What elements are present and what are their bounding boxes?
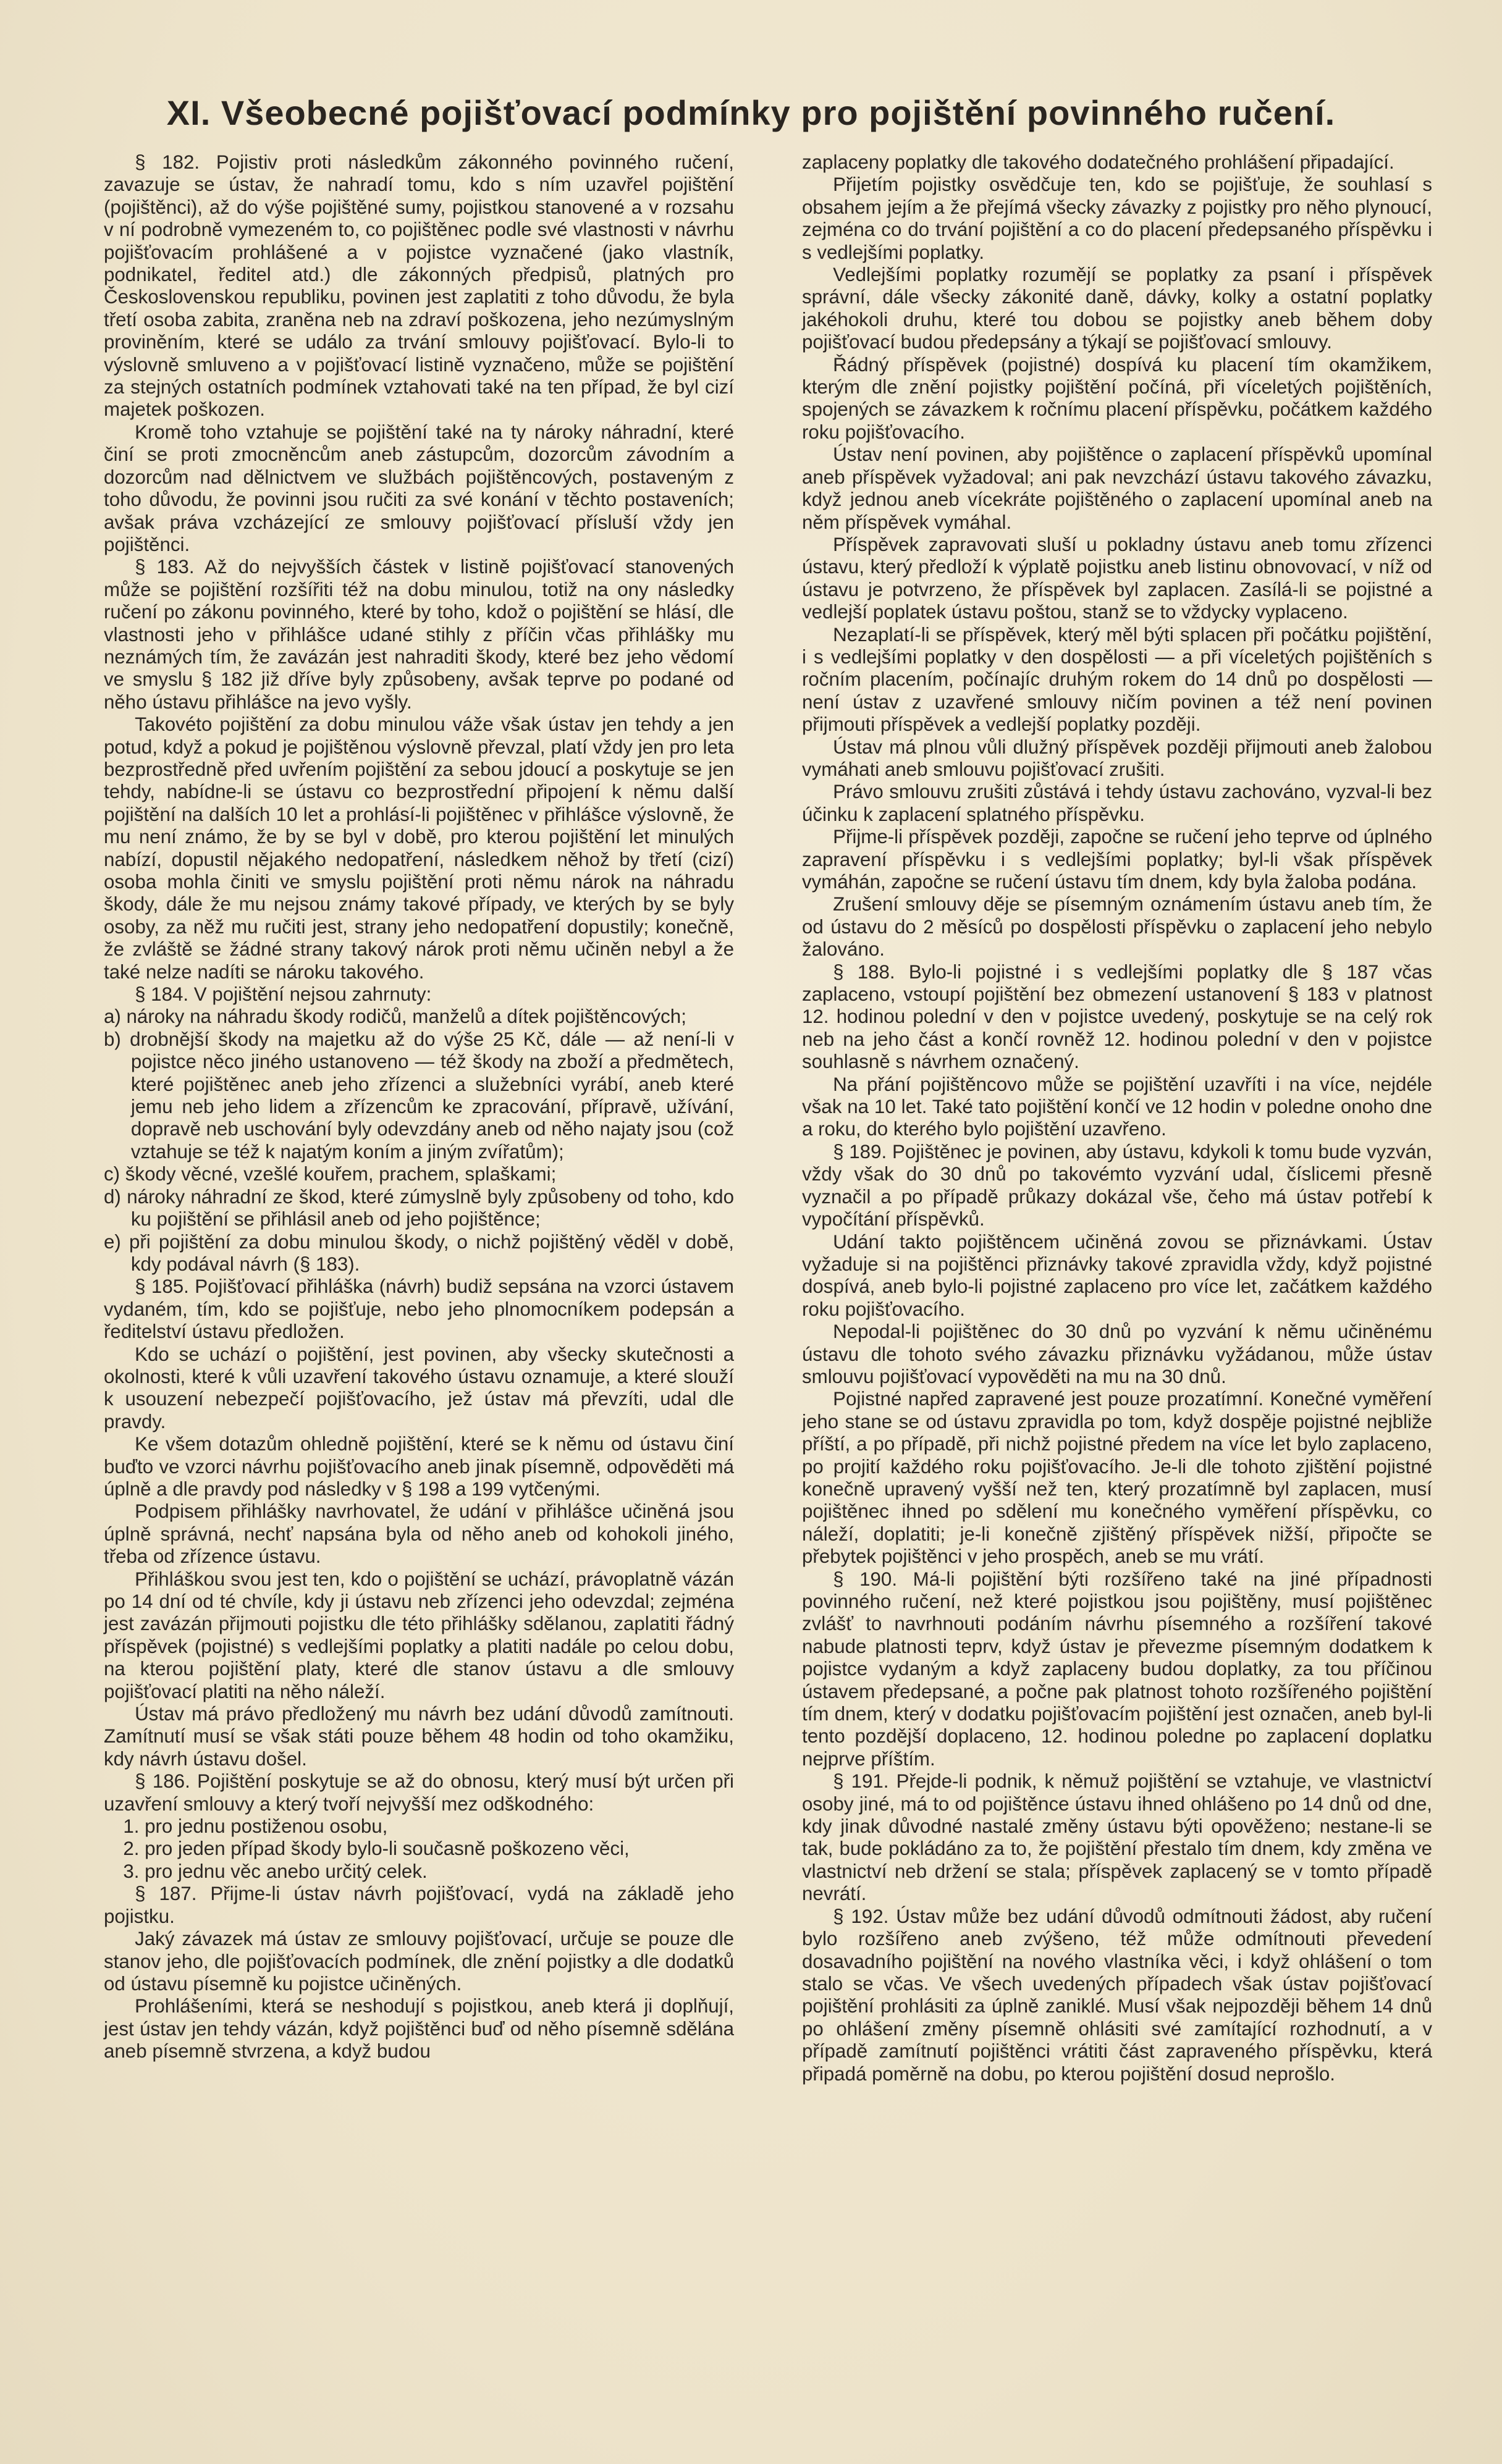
paragraph: Nezaplatí-li se příspěvek, který měl býti splacen při počátku pojištění, i s vedlejšími poplatky v den dospělosti — a při víceletých pojištěních s ročním placením, počínajíc druhým rokem do 14 dnů po dospělosti — není ústav z uzavřené smlouvy ničím povinen a též není povinen přijmouti příspěvek a vedlejší poplatky později. <box>802 623 1432 736</box>
paragraph: § 183. Až do nejvyšších částek v listině pojišťovací stanovených může se pojištění rozšířiti též na dobu minulou, totiž na ony následky ručení po zákonu povinného, které by toho, kdož o pojištění se hlásí, dle vlastnosti jeho v přihlášce udané stihly z příčin včas přihlášky mu neznámých tím, že zavázán jest nahraditi škody, které bez jeho vědomí ve smyslu § 182 již dříve byly způsobeny, avšak teprve po podané od něho ústavu přihlášce na jevo vyšly. <box>104 556 734 713</box>
paragraph: § 187. Přijme-li ústav návrh pojišťovací, vydá na základě jeho pojistku. <box>104 1883 734 1927</box>
list-item: c) škody věcné, vzešlé kouřem, prachem, splaškami; <box>104 1163 557 1185</box>
numbered-item: 3. pro jednu věc anebo určitý celek. <box>123 1860 428 1882</box>
paragraph: zaplaceny poplatky dle takového dodatečného prohlášení připadající. <box>802 151 1394 173</box>
left-column <box>104 151 734 2063</box>
paragraph: Udání takto pojištěncem učiněná zovou se přiznávkami. Ústav vyžaduje si na pojištěnci přiznávky takové zpravidla vždy, když pojistné dospívá, aneb bylo-li pojistné zaplaceno pro více let, začátkem každého roku pojišťovacího. <box>802 1230 1432 1320</box>
paragraph: Řádný příspěvek (pojistné) dospívá ku placení tím okamžikem, kterým dle znění pojistky pojištění počíná, při víceletých pojištěních, spojených se závazkem k ročnímu placení příspěvku, počátkem každého roku pojišťovacího. <box>802 353 1432 443</box>
paragraph: § 182. Pojistiv proti následkům zákonného povinného ručení, zavazuje se ústav, že nahradí tomu, kdo s ním uzavřel pojištění (pojištěnci), až do výše pojištěné sumy, pojistkou stanovené a v rozsahu v ní podrobně vymezeném to, co pojištěnec podle své vlastnosti v návrhu pojišťovacím prohlášené a v pojistce vyznačené (jako vlastník, podnikatel, ředitel atd.) dle zákonných předpisů, platných pro Československou republiku, povinen jest zaplatiti z toho důvodu, že byla třetí osoba zabita, zraněna neb na zdraví poškozena, jeho nezúmyslným proviněním, které se událo za trvání smlouvy pojišťovací. Bylo-li to výslovně smluveno a v pojišťovací listině vyznačeno, může se pojištění za stejných ostatních podmínek vztahovati také na ten případ, že byl cizí majetek poškozen. <box>104 151 734 421</box>
page-title: XI. Všeobecné pojišťovací podmínky pro pojištění povinného ručení. <box>166 93 1336 132</box>
paragraph: Právo smlouvu zrušiti zůstává i tehdy ústavu zachováno, vyzval-li bez účinku k zaplacení splatného příspěvku. <box>802 781 1432 825</box>
paragraph: Vedlejšími poplatky rozumějí se poplatky za psaní i příspěvek správní, dále všecky zákonité daně, dávky, kolky a ostatní poplatky jakéhokoli druhu, které tou dobou se pojistky aneb během doby pojišťovací budou předepsány a týkají se pojišťovací smlouvy. <box>802 264 1432 353</box>
paragraph: Přijme-li příspěvek později, započne se ručení jeho teprve od úplného zapravení příspěvku i s vedlejšími poplatky; byl-li však příspěvek vymáhán, započne se ručení ústavu tím dnem, kdy byla žaloba podána. <box>802 826 1432 893</box>
paragraph: Na přání pojištěncovo může se pojištění uzavříti i na více, nejdéle však na 10 let. Také tato pojištění končí ve 12 hodin v poledne onoho dne a roku, do kterého bylo pojištění uzavřeno. <box>802 1073 1432 1140</box>
numbered-item: 2. pro jeden případ škody bylo-li současně poškozeno věci, <box>123 1838 630 1860</box>
paragraph: § 189. Pojištěnec je povinen, aby ústavu, kdykoli k tomu bude vyzván, vždy však do 30 dnů po takovémto vyzvání udal, číslicemi přesně vyznačil a po případě průkazy dokázal vše, čeho má ústav potřebí k vypočítání příspěvků. <box>802 1140 1432 1230</box>
paragraph: Kdo se uchází o pojištění, jest povinen, aby všecky skutečnosti a okolnosti, které k vůli uzavření takového ústavu oznamuje, a které slouží k usouzení nebezpečí pojišťovacího, jež ústav má převzíti, udal dle pravdy. <box>104 1343 734 1432</box>
paragraph: Příspěvek zapravovati sluší u pokladny ústavu aneb tomu zřízenci ústavu, který předloží k výplatě pojistku aneb listinu obnovovací, v níž od ústavu je potvrzeno, že příspěvek byl zaplacen. Zasílá-li se pojistné a vedlejší poplatek ústavu poštou, stanž se to vždycky vyplaceno. <box>802 533 1432 623</box>
paragraph: Jaký závazek má ústav ze smlouvy pojišťovací, určuje se pouze dle stanov jeho, dle pojišťovacích podmínek, dle znění pojistky a dle dodatků od ústavu písemně ku pojistce učiněných. <box>104 1928 734 1995</box>
paragraph: Podpisem přihlášky navrhovatel, že udání v přihlášce učiněná jsou úplně správná, nechť napsána byla od něho aneb od kohokoli jiného, třeba od zřízence ústavu. <box>104 1500 734 1568</box>
list-item: d) nároky náhradní ze škod, které zúmyslně byly způsobeny od toho, kdo ku pojištění se přihlásil aneb od jeho pojištěnce; <box>104 1185 734 1230</box>
paragraph: § 184. V pojištění nejsou zahrnuty: <box>135 983 432 1006</box>
paragraph: § 190. Má-li pojištění býti rozšířeno také na jiné případnosti povinného ručení, než které pojistkou jsou pojištěny, musí pojištěnec zvlášť to navrhnouti podáním návrhu písemného a rozšíření takové nabude platnosti teprv, když ústav je převezme písemným dodatkem k pojistce vydaným a když zaplaceny budou doplatky, za tou příčinou ústavem předepsané, a počne pak platnost tohoto rozšířeného pojištění tím dnem, který v dodatku pojišťovacím pojištění jest označen, aneb byl-li tento pozdější doplaceno, 12. hodinou poledne po zaplacení doplatku nejprve příštím. <box>802 1568 1432 1770</box>
paragraph: Prohlášeními, která se neshodují s pojistkou, aneb která ji doplňují, jest ústav jen tehdy vázán, když pojištěnci buď od něho písemně sdělána aneb písemně stvrzena, a když budou <box>104 1995 734 2062</box>
list-item: e) při pojištění za dobu minulou škody, o nichž pojištěný věděl v době, kdy podával návrh (§ 183). <box>104 1230 734 1275</box>
paragraph: Takovéto pojištění za dobu minulou váže však ústav jen tehdy a jen potud, když a pokud je pojištěnou výslovně převzal, platí vždy jen pro leta bezprostředně před uvřením pojištění za sebou jdoucí a poskytuje se jen tehdy, nabídne-li se ústavu co bezprostřední připojení k němu další pojištění na dalších 10 let a prohlásí-li pojištěnec v přihlášce výslovně, že mu není známo, že by se byl v době, pro kterou pojištění let minulých nabízí, dopustil nějakého nedopatření, následkem něhož by třetí (cizí) osoba mohla činiti ve smyslu pojištění proti němu nárok na náhradu škody, dále že mu nejsou známy takové případy, ve kterých by se byly osoby, za něž mu ručiti jest, strany jeho nedopatření dopustily; konečně, že zvláště se žádné strany takový nárok proti němu učiněn nebyl a že také nelze nadíti se nároku takového. <box>104 713 734 983</box>
paragraph: Nepodal-li pojištěnec do 30 dnů po vyzvání k němu učiněnému ústavu dle tohoto svého závazku přiznávku vyžádanou, může ústav smlouvu pojišťovací vypověděti na mu na 30 dnů. <box>802 1321 1432 1387</box>
paragraph: Ústav má právo předložený mu návrh bez udání důvodů zamítnouti. Zamítnutí musí se však státi pouze během 48 hodin od toho okamžiku, kdy návrh ústavu došel. <box>104 1703 734 1770</box>
list-item: a) nároky na náhradu škody rodičů, manželů a dítek pojištěncových; <box>104 1006 686 1028</box>
paragraph: Zrušení smlouvy děje se písemným oznámením ústavu aneb tím, že od ústavu do 2 měsíců po dospělosti příspěvku o zaplacení jeho nebylo žalováno. <box>802 893 1432 961</box>
right-column <box>802 151 1432 2085</box>
paragraph: Přihláškou svou jest ten, kdo o pojištění se uchází, právoplatně vázán po 14 dní od té chvíle, kdy ji ústavu neb zřízenci jeho odevzdal; zejména jest zavázán přijmouti pojistku dle této přihlášky sdělanou, zaplatiti řádný příspěvek (pojistné) s vedlejšími poplatky a platiti nadále po celou dobu, na kterou pojištění platy, které dle stanov ústavu a dle smlouvy pojišťovací platiti na něho náleží. <box>104 1568 734 1702</box>
paragraph: Pojistné napřed zapravené jest pouze prozatímní. Konečné vyměření jeho stane se od ústavu zpravidla po tom, když dospěje pojistné nejbliže příští, a po případě, při nichž pojistné předem na více let bylo zaplaceno, po projití každého roku pojišťovacího. Je-li dle tohoto zjištění pojistné konečně upravený vyšší než ten, který prozatímně byl zaplacen, musí pojištěnec ihned po sdělení mu konečného vyměření příspěvku, co náleží, doplatiti; je-li konečně zjištěný příspěvek nižší, připočte se přebytek pojištěnci v jeho prospěch, aneb se mu vrátí. <box>802 1388 1432 1568</box>
paragraph: Ústav není povinen, aby pojištěnce o zaplacení příspěvků upomínal aneb příspěvek vyžadoval; ani pak nevzchází ústavu takového závazku, když jednou aneb vícekráte pojištěného o zaplacení upomínal aneb na něm příspěvek vymáhal. <box>802 444 1432 533</box>
paragraph: Přijetím pojistky osvědčuje ten, kdo se pojišťuje, že souhlasí s obsahem jejím a že přejímá všecky závazky z pojistky pro něho plynoucí, zejména co do trvání pojištění a co do placení předepsaného příspěvku i s vedlejšími poplatky. <box>802 174 1432 263</box>
list-item: b) drobnější škody na majetku až do výše 25 Kč, dále — až není-li v pojistce něco jiného ustanoveno — též škody na zboží a předmětech, které pojištěnec aneb jeho zřízenci a služebníci vyrábí, aneb které jemu neb jeho lidem a zřízencům ke zpracování, přípravě, užívání, dopravě neb uschování byly odevzdány aneb od něho najaty jsou (což vztahuje se též k najatým koním a jiným zvířatům); <box>104 1028 734 1163</box>
numbered-item: 1. pro jednu postiženou osobu, <box>123 1815 388 1838</box>
paragraph: § 188. Bylo-li pojistné i s vedlejšími poplatky dle § 187 včas zaplaceno, vstoupí pojištění bez obmezení ustanovení § 183 v platnost 12. hodinou polední v den v pojistce uvedený, poskytuje se na celý rok neb na jeho část a končí rovněž 12. hodinou polední v den v pojistce souhlasně s návrhem označený. <box>802 961 1432 1073</box>
bleed-through-text <box>321 33 1186 42</box>
paragraph: § 185. Pojišťovací přihláška (návrh) budiž sepsána na vzorci ústavem vydaném, tím, kdo se pojišťuje, nebo jeho plnomocníkem podepsán a ředitelství ústavu předložen. <box>104 1276 734 1343</box>
paragraph: § 191. Přejde-li podnik, k němuž pojištění se vztahuje, ve vlastnictví osoby jiné, má to od pojištěnce ústavu ihned ohlášeno po 14 dnů od dne, kdy jinak důvodné nastalé změny ústavu býti opověženo; nestane-li se tak, bude pokládáno za to, že pojištění přestalo tím dnem, kdy změna ve vlastnictví neb držení se stala; příspěvek zaplacený se v tomto případě nevrátí. <box>802 1770 1432 1905</box>
paragraph: Ústav má plnou vůli dlužný příspěvek později přijmouti aneb žalobou vymáhati aneb smlouvu pojišťovací zrušiti. <box>802 736 1432 780</box>
paragraph: Ke všem dotazům ohledně pojištění, které se k němu od ústavu činí buďto ve vzorci návrhu pojišťovacího aneb jinak písemně, odpověděti má úplně a dle pravdy pod následky v § 198 a 199 vytčenými. <box>104 1433 734 1500</box>
paragraph: § 192. Ústav může bez udání důvodů odmítnouti žádost, aby ručení bylo rozšířeno aneb zvýšeno, též může odmítnouti převedení dosavadního pojištění na nového vlastníka věci, i když ohlášení o tom stalo se včas. Ve všech uvedených případech však ústav pojišťovací pojištění prohlásiti za úplně zaniklé. Musí však nejpozději během 14 dnů po ohlášení změny písemně ohlásiti své zamítající rozhodnutí, a v případě zamítnutí pojištěnci vrátiti část zapraveného příspěvku, která připadá poměrně na dobu, po kterou pojištění dosud neprošlo. <box>802 1905 1432 2085</box>
paragraph: Kromě toho vztahuje se pojištění také na ty nároky náhradní, které činí se proti zmocněncům aneb zástupcům, dozorcům závodním a dozorcům nad dělnictvem ve službách pojištěncových, postaveným z toho důvodu, že povinni jsou ručiti za své konání v těchto postaveních; avšak práva vzcházející ze smlouvy pojišťovací přísluší vždy jen pojištěnci. <box>104 421 734 555</box>
paragraph: § 186. Pojištění poskytuje se až do obnosu, který musí být určen při uzavření smlouvy a který tvoří nejvyšší mez odškodného: <box>104 1770 734 1815</box>
